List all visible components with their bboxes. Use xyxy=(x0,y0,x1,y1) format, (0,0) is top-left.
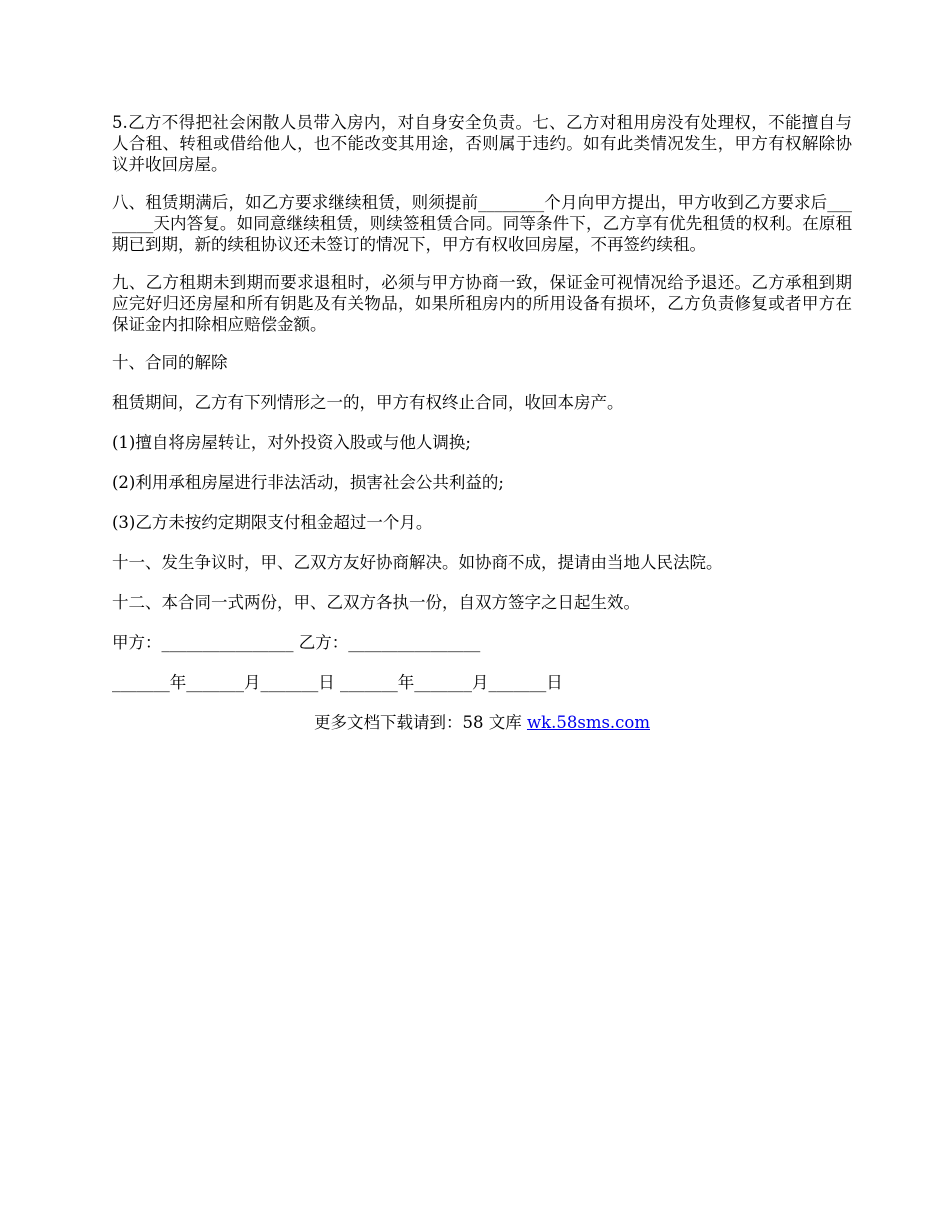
signature-line: 甲方：________________ 乙方：________________ xyxy=(112,633,481,652)
footer-text: 更多文档下载请到：58 文库 xyxy=(313,713,527,732)
paragraph-clause-eleven: 十一、发生争议时，甲、乙双方友好协商解决。如协商不成，提请由当地人民法院。 xyxy=(112,553,723,572)
heading-contract-termination: 十、合同的解除 xyxy=(112,353,228,372)
paragraph-clause-seven: 5.乙方不得把社会闲散人员带入房内，对自身安全负责。七、乙方对租用房没有处理权，不能擅自与人合租、转租或借给他人，也不能改变其用途，否则属于违约。如有此类情况发生，甲方有权解除协议并收回房屋。 xyxy=(112,113,852,174)
list-item-termination-1: (1)擅自将房屋转让，对外投资入股或与他人调换; xyxy=(112,433,471,452)
paragraph-termination-intro: 租赁期间，乙方有下列情形之一的，甲方有权终止合同，收回本房产。 xyxy=(112,393,624,412)
footer-download-note xyxy=(112,712,852,733)
paragraph-clause-twelve: 十二、本合同一式两份，甲、乙双方各执一份，自双方签字之日起生效。 xyxy=(112,593,640,612)
paragraph-clause-eight: 八、租赁期满后，如乙方要求继续租赁，则须提前________个月向甲方提出，甲方收到乙方要求后________天内答复。如同意继续租赁，则续签租赁合同。同等条件下，乙方享有优先租赁的权利。在原租期已到期，新的续租协议还未签订的情况下，甲方有权收回房屋，不再签约续租。 xyxy=(112,193,852,254)
footer-link[interactable]: wk.58sms.com xyxy=(526,713,650,732)
paragraph-clause-nine: 九、乙方租期未到期而要求退租时，必须与甲方协商一致，保证金可视情况给予退还。乙方承租到期应完好归还房屋和所有钥匙及有关物品，如果所租房内的所用设备有损坏，乙方负责修复或者甲方在保证金内扣除相应赔偿金额。 xyxy=(112,273,852,334)
date-line: _______年_______月_______日 _______年_______月_______日 xyxy=(112,673,563,692)
list-item-termination-3: (3)乙方未按约定期限支付租金超过一个月。 xyxy=(112,513,433,532)
list-item-termination-2: (2)利用承租房屋进行非法活动，损害社会公共利益的; xyxy=(112,473,504,492)
document-page xyxy=(112,112,852,733)
